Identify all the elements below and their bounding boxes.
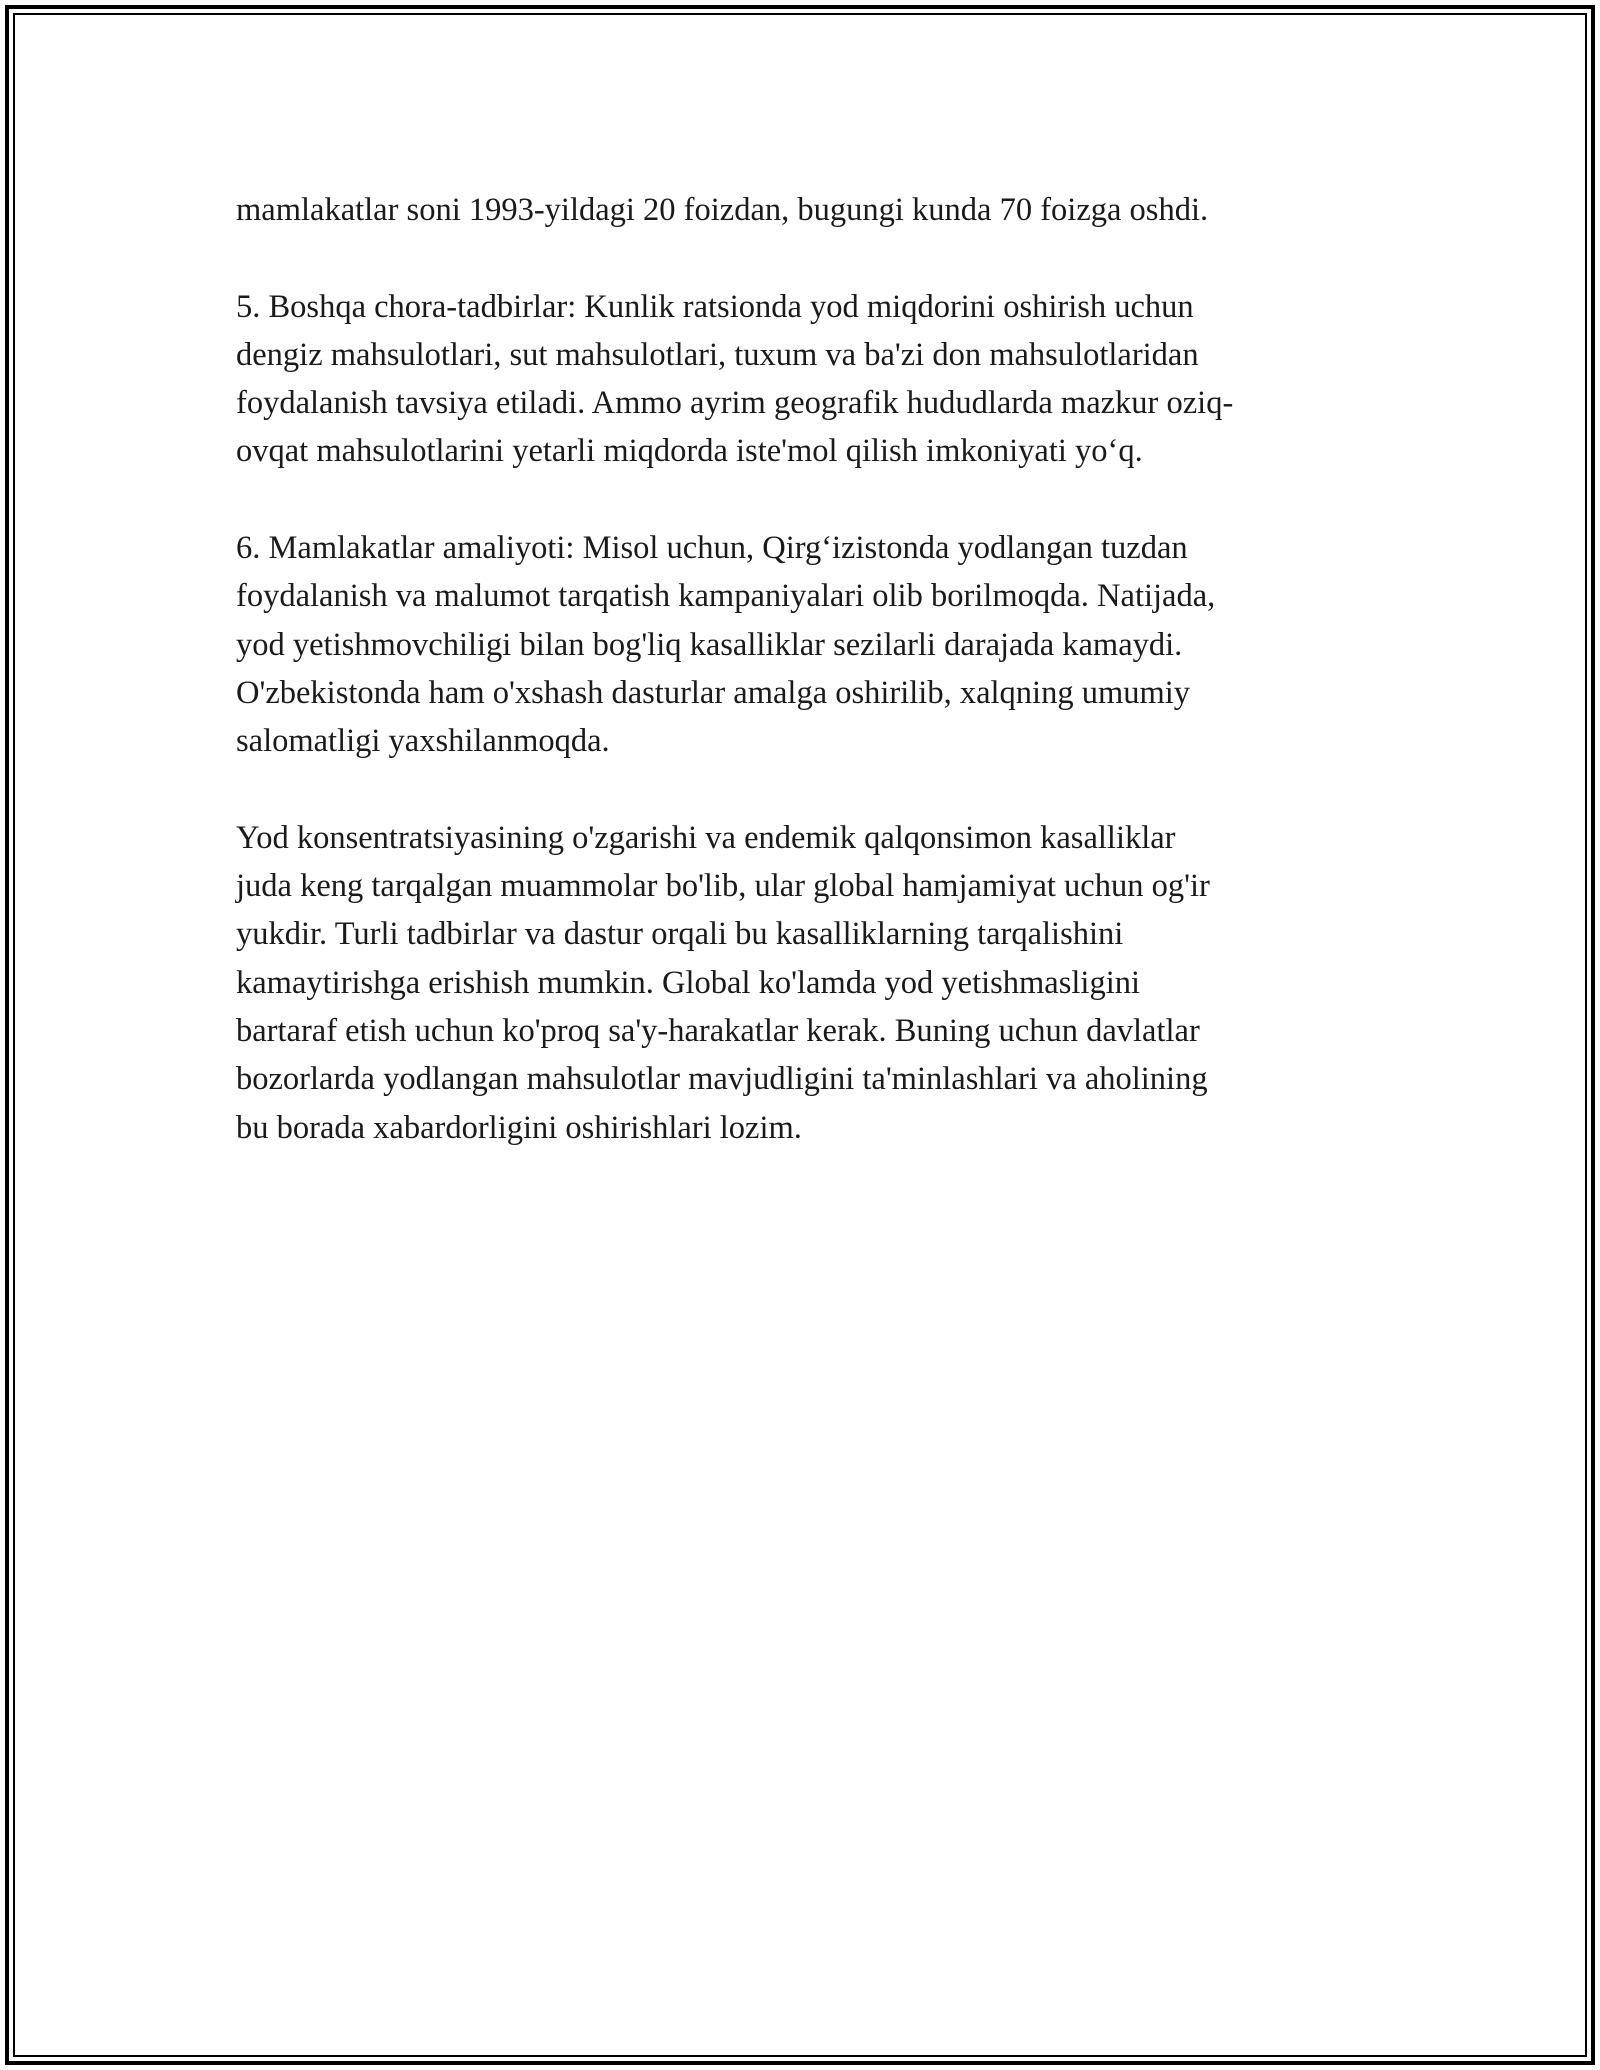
text-line: mamlakatlar soni 1993-yildagi 20 foizdan, bugungi kunda 70 foizga oshdi. xyxy=(236,192,1209,228)
text-line: yukdir. Turli tadbirlar va dastur orqali bu kasalliklarning tarqalishini xyxy=(236,916,1124,953)
text-line: foydalanish va malumot tarqatish kampaniyalari olib borilmoqda. Natijada, xyxy=(236,578,1216,615)
paragraph-conclusion xyxy=(236,814,1376,1152)
text-line: bu borada xabardorligini oshirishlari lozim. xyxy=(236,1109,802,1146)
text-line: 5. Boshqa chora-tadbirlar: Kunlik ratsionda yod miqdorini oshirish uchun xyxy=(236,288,1194,325)
paragraph-other-measures xyxy=(236,283,1376,476)
text-line: kamaytirishga erishish mumkin. Global ko'lamda yod yetishmasligini xyxy=(236,964,1141,1001)
text-line: yod yetishmovchiligi bilan bog'liq kasalliklar sezilarli darajada kamaydi. xyxy=(236,626,1183,663)
document-body xyxy=(236,186,1376,1200)
text-line: 6. Mamlakatlar amaliyoti: Misol uchun, Qirg‘izistonda yodlangan tuzdan xyxy=(236,530,1188,567)
text-line: salomatligi yaxshilanmoqda. xyxy=(236,723,610,760)
text-line: juda keng tarqalgan muammolar bo'lib, ular global hamjamiyat uchun og'ir xyxy=(236,868,1210,905)
text-line: O'zbekistonda ham o'xshash dasturlar amalga oshirilib, xalqning umumiy xyxy=(236,674,1191,711)
text-line: foydalanish tavsiya etiladi. Ammo ayrim geografik hududlarda mazkur oziq- xyxy=(236,385,1234,422)
text-line: Yod konsentratsiyasining o'zgarishi va endemik qalqonsimon kasalliklar xyxy=(236,819,1176,856)
paragraph-continuation xyxy=(236,186,1376,234)
paragraph-country-practice xyxy=(236,524,1376,765)
text-line: bartaraf etish uchun ko'proq sa'y-harakatlar kerak. Buning uchun davlatlar xyxy=(236,1013,1200,1050)
text-line: dengiz mahsulotlari, sut mahsulotlari, tuxum va ba'zi don mahsulotlaridan xyxy=(236,336,1199,373)
text-line: ovqat mahsulotlarini yetarli miqdorda iste'mol qilish imkoniyati yo‘q. xyxy=(236,433,1143,470)
text-line: bozorlarda yodlangan mahsulotlar mavjudligini ta'minlashlari va aholining xyxy=(236,1061,1208,1098)
